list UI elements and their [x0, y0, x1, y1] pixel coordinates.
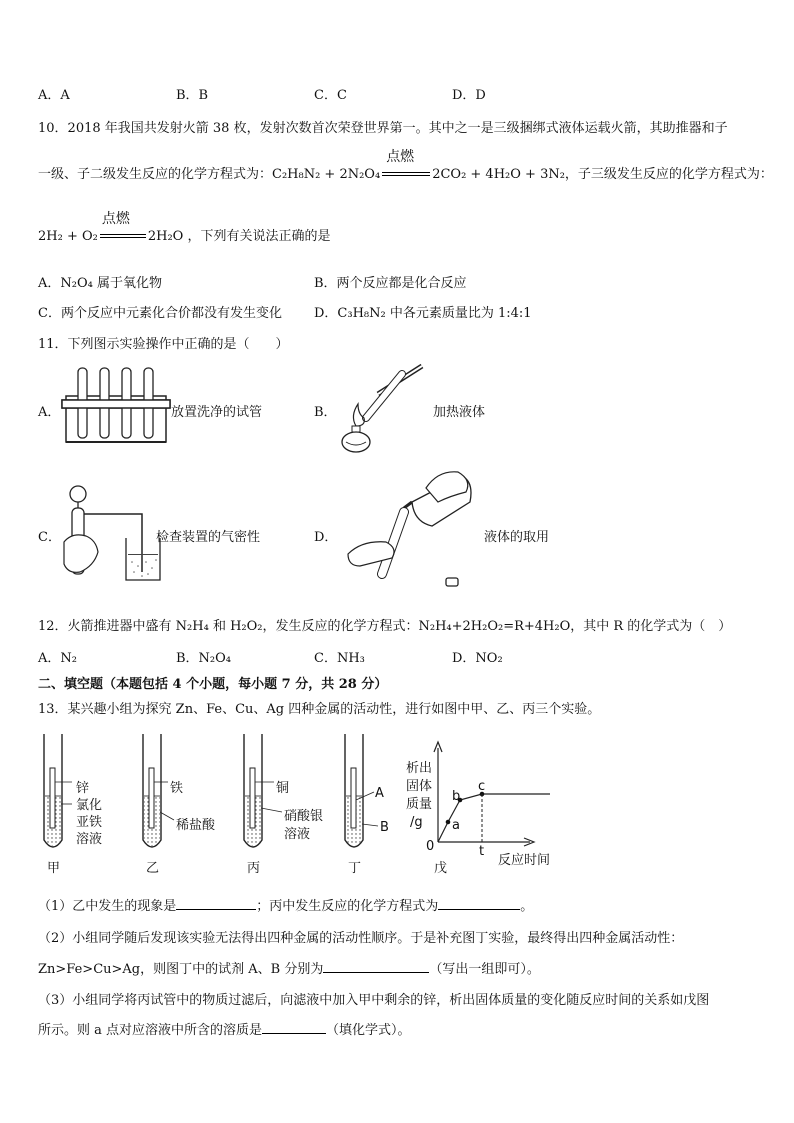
q11-d-text: 液体的取用	[484, 530, 550, 545]
q13-p1-prefix: （1）乙中发生的现象是	[38, 899, 177, 914]
q13-p3-prefix: 所示。则 a 点对应溶液中所含的溶质是	[38, 1023, 263, 1038]
q9-option-a: A．A	[38, 88, 70, 103]
q9-option-b: B．B	[176, 88, 209, 103]
q10-line1: 10．2018 年我国共发射火箭 38 枚，发射次数首次荣登世界第一。其中之一是三级捆绑式液体运载火箭，其助推器和子	[38, 121, 728, 136]
graph-point-b: b	[452, 789, 461, 804]
q10-eq2-condition: 点燃	[101, 210, 130, 227]
graph-ylabel-1: 析出	[406, 761, 433, 776]
tube-ding-reagent-b: B	[380, 820, 389, 835]
q13-p1-blank-1[interactable]	[176, 896, 256, 910]
q10-line2	[38, 148, 773, 182]
q11-c-letter: C．	[38, 530, 61, 545]
q10-option-a: A．N₂O₄ 属于氧化物	[38, 276, 162, 291]
tube-jia-label: 甲	[47, 861, 61, 876]
q12-option-c: C．NH₃	[314, 651, 365, 666]
q11-c-text: 检查装置的气密性	[156, 530, 261, 545]
tube-jia-sol-1: 氯化	[76, 798, 103, 813]
q10-option-b: B．两个反应都是化合反应	[314, 276, 467, 291]
q13-p2-end: （写出一组即可）。	[429, 962, 540, 977]
q12-option-a: A．N₂	[38, 651, 77, 666]
q11-b-text: 加热液体	[433, 405, 486, 420]
graph-origin: 0	[426, 839, 435, 854]
q9-option-d: D．D	[452, 88, 486, 103]
tube-ding-label: 丁	[348, 861, 362, 876]
tube-bing-sol-1: 硝酸银	[284, 809, 324, 824]
tube-jia-metal: 锌	[76, 781, 90, 796]
q11-a-letter: A．	[38, 405, 61, 420]
q13-p2-blank[interactable]	[323, 959, 429, 973]
graph-ylabel-2: 固体	[406, 779, 433, 794]
q13-p3-end: （填化学式）。	[326, 1023, 411, 1038]
graph-point-c: c	[478, 779, 486, 794]
q13-p3-blank[interactable]	[262, 1020, 326, 1034]
q9-option-c: C．C	[314, 88, 347, 103]
tube-yi-metal: 铁	[170, 781, 184, 796]
graph-ylabel-3: 质量	[406, 797, 433, 812]
q11-d-letter: D．	[314, 530, 338, 545]
q11-stem: 11．下列图示实验操作中正确的是（ ）	[38, 337, 289, 352]
test-tube-rack-illustration	[60, 366, 172, 448]
q10-eq2-arrow	[98, 210, 148, 244]
graph-xlabel: 反应时间	[498, 853, 551, 868]
tube-jia-sol-2: 亚铁	[76, 815, 103, 830]
liquid-pouring-illustration	[342, 462, 482, 590]
q10-eq1-condition: 点燃	[386, 148, 415, 165]
graph-tick-t: t	[479, 844, 485, 859]
q10-eq2-left: 2H₂ + O₂	[38, 229, 98, 244]
tube-bing-label: 丙	[247, 861, 261, 876]
graph-ylabel-4: /g	[410, 815, 423, 830]
heating-liquid-illustration	[336, 360, 431, 460]
q10-option-c: C．两个反应中元素化合价都没有发生变化	[38, 306, 282, 321]
q13-p1-blank-2[interactable]	[438, 896, 520, 910]
graph-label: 戊	[434, 861, 448, 876]
q13-stem: 13．某兴趣小组为探究 Zn、Fe、Cu、Ag 四种金属的活动性，进行如图中甲、乙、丙三个实验。	[38, 702, 601, 717]
q12-option-b: B．N₂O₄	[176, 651, 232, 666]
tube-bing-metal: 铜	[276, 781, 290, 796]
q13-part3-line2	[38, 1019, 411, 1038]
q10-eq1-arrow	[380, 148, 432, 182]
section-2-heading: 二、填空题（本题包括 4 个小题，每小题 7 分，共 28 分）	[38, 677, 388, 692]
tube-ding-reagent-a: A	[375, 786, 384, 801]
q11-a-text: 放置洗净的试管	[171, 405, 263, 420]
q13-part1	[38, 895, 533, 914]
tube-jia	[44, 734, 72, 847]
q10-eq1-left: 一级、子二级发生反应的化学方程式为：C₂H₈N₂ + 2N₂O₄	[38, 167, 381, 182]
airtightness-check-illustration	[62, 480, 164, 586]
q12-stem: 12．火箭推进器中盛有 N₂H₄ 和 H₂O₂，发生反应的化学方程式：N₂H₄+2H₂O₂=R+4H₂O，其中 R 的化学式为（ ）	[38, 619, 732, 634]
q10-option-d: D．C₃H₈N₂ 中各元素质量比为 1:4:1	[314, 306, 532, 321]
tube-jia-sol-3: 溶液	[76, 832, 103, 847]
q11-b-letter: B．	[314, 405, 337, 420]
q13-experiment-figure	[30, 728, 570, 880]
q13-p2-prefix: Zn>Fe>Cu>Ag，则图丁中的试剂 A、B 分别为	[38, 962, 324, 977]
q10-eq2-right: 2H₂O ，下列有关说法正确的是	[147, 229, 331, 244]
graph-point-a: a	[452, 818, 460, 833]
tube-ding	[345, 734, 378, 847]
q13-part2-line2	[38, 958, 540, 977]
q10-eq1-right: 2CO₂ + 4H₂O + 3N₂，子三级发生反应的化学方程式为：	[432, 167, 773, 182]
tube-yi-sol: 稀盐酸	[176, 818, 216, 833]
q13-p1-middle: ；丙中发生反应的化学方程式为	[256, 899, 439, 914]
q13-p1-end: 。	[520, 899, 534, 914]
q10-line3	[38, 210, 331, 244]
q13-part3-line1: （3）小组同学将丙试管中的物质过滤后，向滤液中加入甲中剩余的锌，析出固体质量的变化随反应时间的关系如戊图	[38, 993, 710, 1008]
tube-bing-sol-2: 溶液	[284, 827, 311, 842]
q13-part2-line1: （2）小组同学随后发现该实验无法得出四种金属的活动性顺序。于是补充图丁实验，最终得出四种金属活动性：	[38, 931, 684, 946]
q12-option-d: D．NO₂	[452, 651, 503, 666]
tube-yi-label: 乙	[146, 861, 160, 876]
